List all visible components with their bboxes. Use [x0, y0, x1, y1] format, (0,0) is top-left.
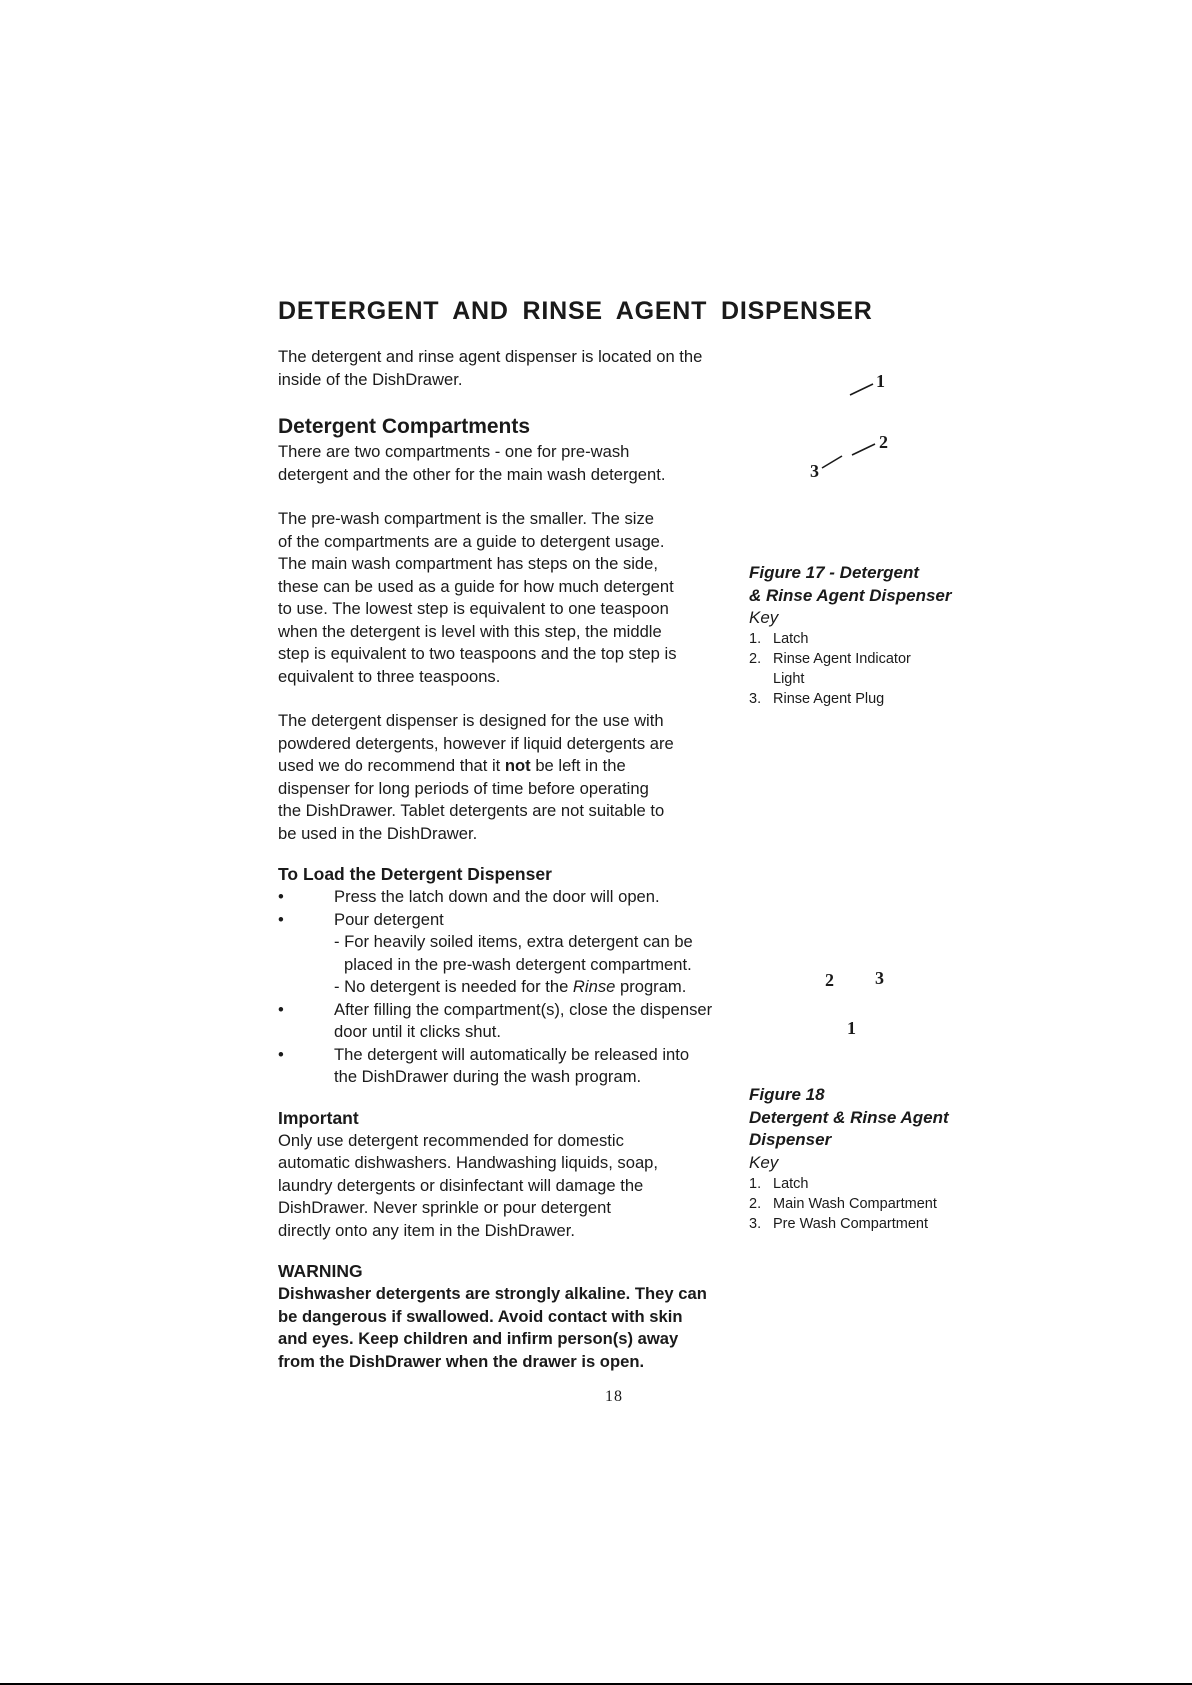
- compartments-paragraph-1: There are two compartments - one for pre-wash detergent and the other for the main wash detergent.: [278, 442, 666, 484]
- list-item: • Press the latch down and the door will open.: [278, 886, 738, 909]
- detergent-compartments-heading: Detergent Compartments: [278, 415, 531, 438]
- callout-label-1: 1: [876, 371, 885, 391]
- list-item: 3. Rinse Agent Plug: [749, 691, 885, 707]
- figure-17-callouts: [800, 360, 920, 490]
- list-item: 3. Pre Wash Compartment: [749, 1215, 928, 1232]
- figure-18-caption: [749, 1084, 979, 1234]
- callout-line-2: [852, 444, 875, 455]
- list-item: • Pour detergent: [278, 909, 738, 932]
- figure-18-title: Figure 18 Detergent & Rinse Agent Dispenser: [749, 1085, 949, 1149]
- figure-17-key-list: [749, 629, 979, 709]
- figure-17-caption: [749, 562, 979, 709]
- important-heading: Important: [278, 1107, 359, 1128]
- list-item: 2. Main Wash Compartment: [749, 1195, 937, 1212]
- figure-18-key-label: Key: [749, 1152, 779, 1172]
- sub-item: - For heavily soiled items, extra detergent can be: [334, 932, 693, 951]
- callout-label-2: 2: [879, 432, 888, 452]
- figure-18-callouts: [815, 960, 915, 1040]
- warning-heading: WARNING: [278, 1261, 363, 1281]
- load-dispenser-heading: To Load the Detergent Dispenser: [278, 864, 552, 884]
- list-item: • The detergent will automatically be released into the DishDrawer during the wash program.: [278, 1044, 738, 1089]
- sub-item: - No detergent is needed for the Rinse program.: [334, 977, 687, 996]
- load-steps-list: [278, 886, 738, 931]
- main-text-column: [278, 346, 738, 1373]
- list-item: 1. Latch: [749, 1175, 809, 1192]
- callout-label-1: 1: [847, 1018, 856, 1038]
- callout-label-2: 2: [825, 970, 834, 990]
- sub-item: placed in the pre-wash detergent compartment.: [344, 954, 692, 974]
- intro-text: The detergent and rinse agent dispenser is located on the inside of the DishDrawer.: [278, 347, 703, 389]
- list-item: • After filling the compartment(s), close the dispenser door until it clicks shut.: [278, 999, 738, 1044]
- load-steps-list-continued: [278, 999, 738, 1089]
- figure-17-key-label: Key: [749, 608, 779, 627]
- page-title: DETERGENT AND RINSE AGENT DISPENSER: [278, 297, 873, 325]
- list-item: 2. Rinse Agent Indicator Light: [749, 651, 911, 687]
- page-number: 18: [605, 1388, 623, 1405]
- callout-label-3: 3: [810, 461, 819, 481]
- emphasis-not: not: [504, 756, 531, 775]
- callout-label-3: 3: [875, 968, 884, 988]
- callout-line-3: [822, 456, 842, 468]
- warning-text: Dishwasher detergents are strongly alkaline. They can be dangerous if swallowed. Avoid contact with skin and eyes. Keep children and infirm person(s) away from the DishDrawer when the drawer is open.: [278, 1284, 707, 1371]
- list-item: 1. Latch: [749, 631, 809, 647]
- callout-line-1: [850, 384, 873, 395]
- figure-17-title: Figure 17 - Detergent & Rinse Agent Dispenser: [749, 563, 952, 605]
- compartments-paragraph-2: The pre-wash compartment is the smaller. The size of the compartments are a guide to detergent usage. The main wash compartment has steps on the side, these can be used as a guide for how much detergent to use. The lowest step is equivalent to one teaspoon when the detergent is level with this step, the middle step is equivalent to two teaspoons and the top step is equivalent to three teaspoons.: [278, 509, 677, 686]
- compartments-paragraph-3: The detergent dispenser is designed for the use with powdered detergents, however if liquid detergents are used we do recommend that it not be left in the dispenser for long periods of time before operating the DishDrawer. Tablet detergents are not suitable to be used in the DishDrawer.: [278, 711, 674, 843]
- important-text: Only use detergent recommended for domestic automatic dishwashers. Handwashing liquids, soap, laundry detergents or disinfectant will damage the DishDrawer. Never sprinkle or pour detergent directly onto any item in the DishDrawer.: [278, 1130, 659, 1240]
- figure-18-key-list: [749, 1174, 979, 1234]
